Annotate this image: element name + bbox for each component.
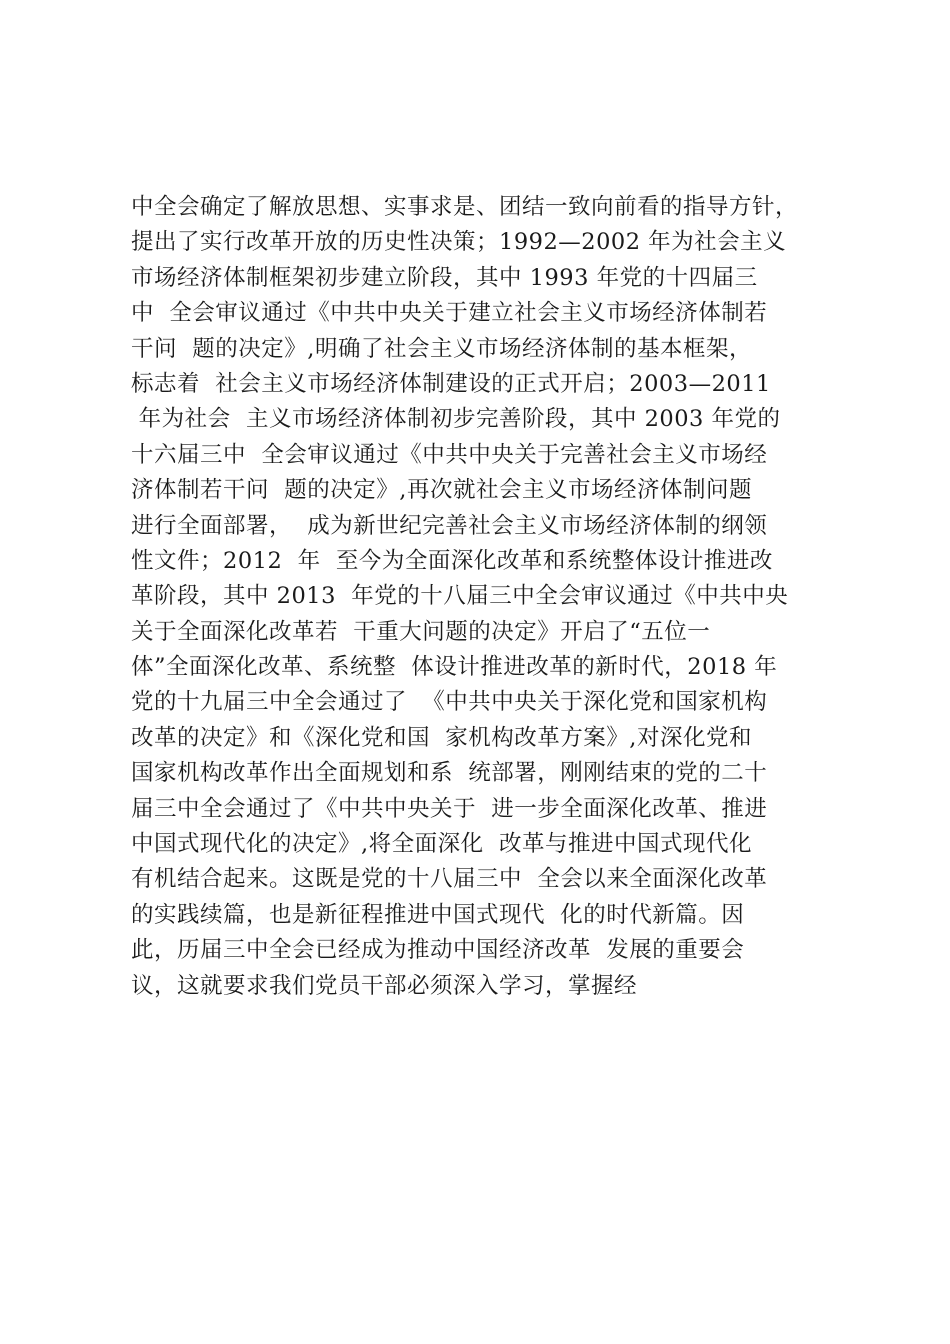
text-line-5: 干问 题的决定》,明确了社会主义市场经济体制的基本框架，	[131, 335, 752, 362]
text-line-21: 的实践续篇，也是新征程推进中国式现代 化的时代新篇。因	[131, 901, 745, 928]
text-line-23: 议，这就要求我们党员干部必须深入学习，掌握经	[131, 972, 638, 999]
text-line-17: 国家机构改革作出全面规划和系 统部署，刚刚结束的党的二十	[131, 760, 768, 787]
text-line-18: 届三中全会通过了《中共中央关于 进一步全面深化改革、推进	[131, 795, 768, 822]
text-line-2: 提出了实行改革开放的历史性决策；1992—2002 年为社会主义	[131, 229, 787, 256]
text-line-11: 性文件；2012 年 至今为全面深化改革和系统整体设计推进改	[131, 547, 773, 574]
text-line-7: 年为社会 主义市场经济体制初步完善阶段，其中 2003 年党的	[131, 406, 781, 433]
text-line-3: 市场经济体制框架初步建立阶段，其中 1993 年党的十四届三	[131, 264, 758, 291]
text-line-19: 中国式现代化的决定》,将全面深化 改革与推进中国式现代化	[131, 831, 752, 858]
text-line-12: 革阶段，其中 2013 年党的十八届三中全会审议通过《中共中央	[131, 583, 789, 610]
text-line-6: 标志着 社会主义市场经济体制建设的正式开启；2003—2011	[131, 370, 771, 397]
text-line-8: 十六届三中 全会审议通过《中共中央关于完善社会主义市场经	[131, 441, 768, 468]
text-line-16: 改革的决定》和《深化党和国 家机构改革方案》,对深化党和	[131, 724, 752, 751]
text-line-10: 进行全面部署， 成为新世纪完善社会主义市场经济体制的纲领	[131, 512, 768, 539]
text-line-22: 此，历届三中全会已经成为推动中国经济改革 发展的重要会	[131, 937, 745, 964]
text-line-15: 党的十九届三中全会通过了 《中共中央关于深化党和国家机构	[131, 689, 768, 716]
text-line-9: 济体制若干问 题的决定》,再次就社会主义市场经济体制问题	[131, 477, 752, 504]
text-line-20: 有机结合起来。这既是党的十八届三中 全会以来全面深化改革	[131, 866, 768, 893]
text-line-14: 体”全面深化改革、系统整 体设计推进改革的新时代，2018 年	[131, 654, 778, 681]
text-line-4: 中 全会审议通过《中共中央关于建立社会主义市场经济体制若	[131, 300, 768, 327]
body-text	[131, 190, 851, 1004]
text-line-13: 关于全面深化改革若 干重大问题的决定》开启了“五位一	[131, 618, 711, 645]
text-line-1: 中全会确定了解放思想、实事求是、团结一致向前看的指导方针，	[131, 194, 799, 220]
